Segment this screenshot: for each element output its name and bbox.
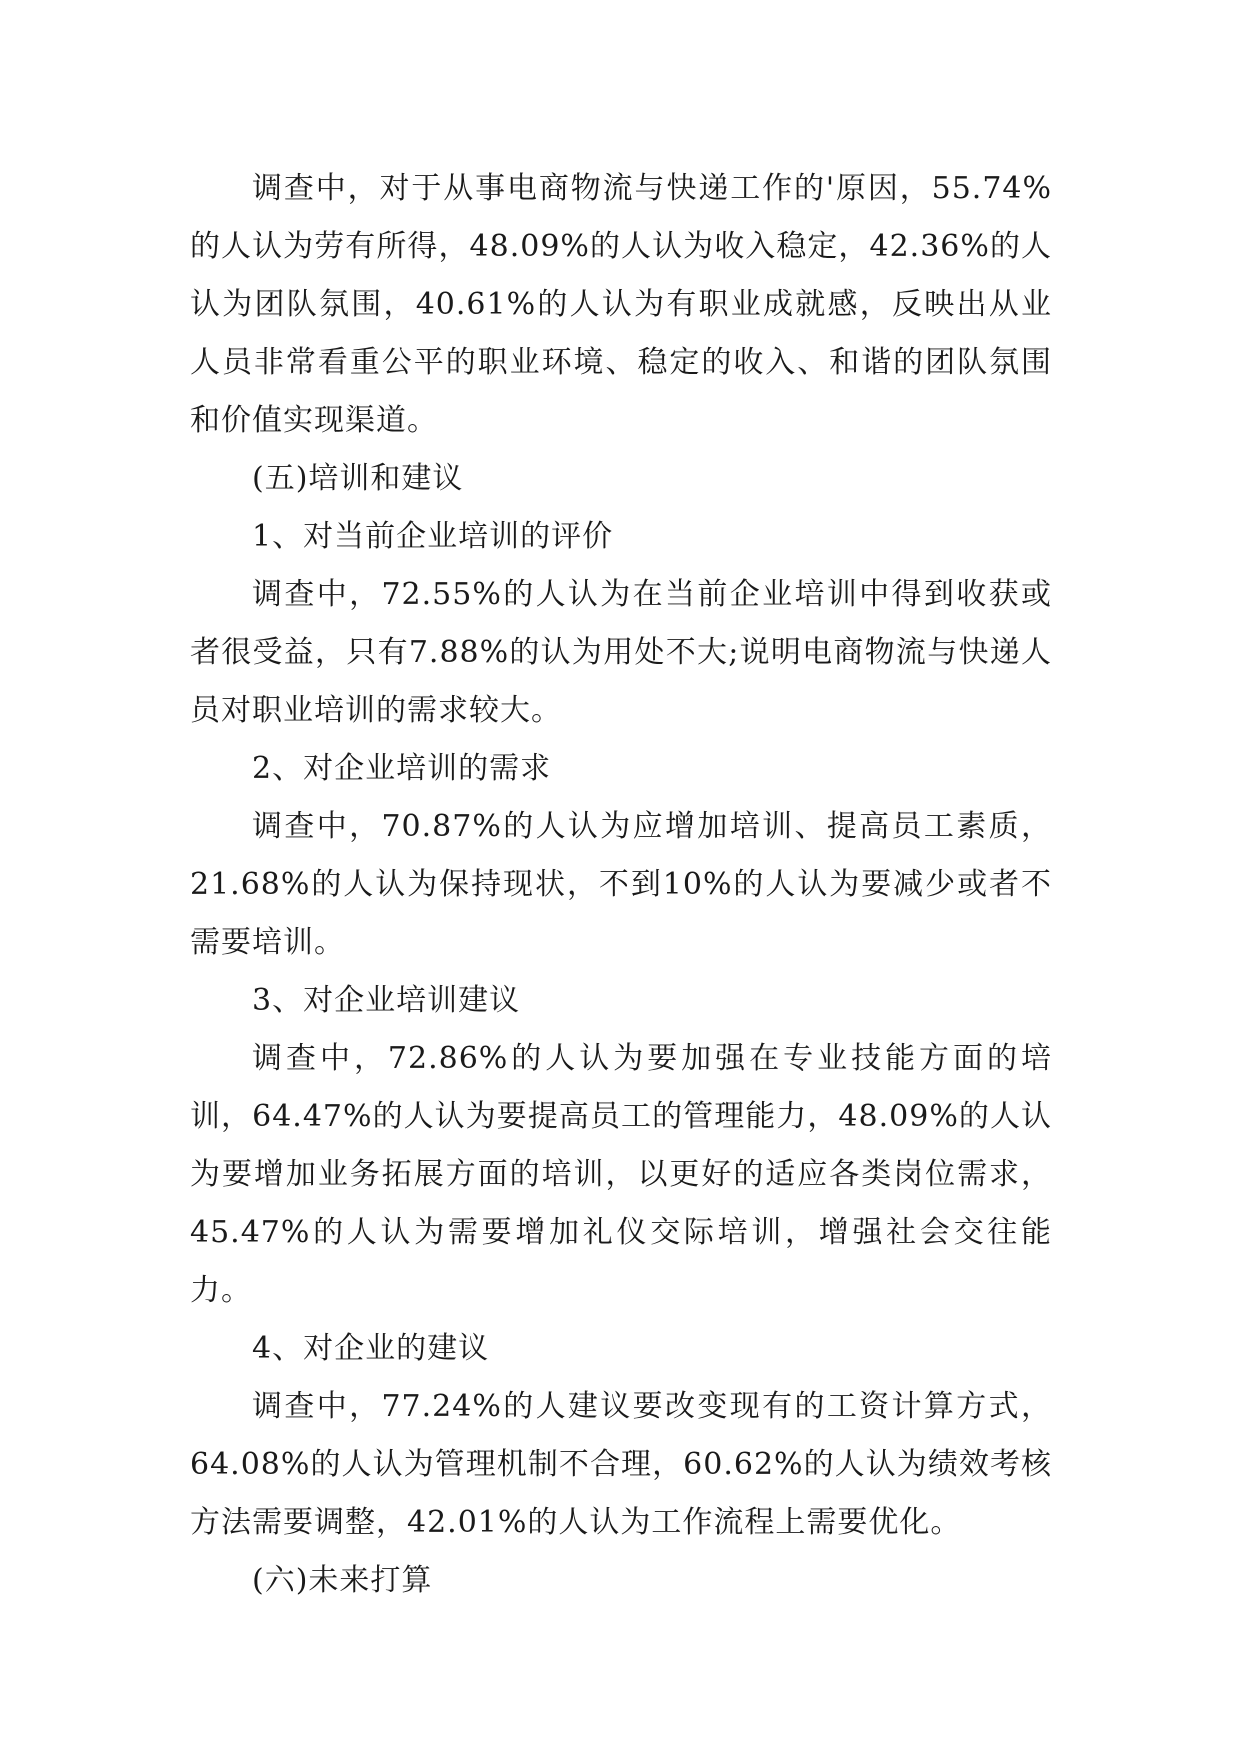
section-heading-training: (五)培训和建议 bbox=[252, 461, 464, 496]
paragraph-training-evaluation: 调查中，72.55%的人认为在当前企业培训中得到收获或者很受益，只有7.88%的认为用处不大;说明电商物流与快递人员对职业培训的需求较大。 bbox=[190, 577, 1052, 728]
paragraph-training-demand: 调查中，70.87%的人认为应增加培训、提高员工素质，21.68%的人认为保持现状，不到10%的人认为要减少或者不需要培训。 bbox=[190, 809, 1052, 960]
subheading-company-suggestions: 4、对企业的建议 bbox=[252, 1331, 490, 1366]
paragraph-training-suggestions: 调查中，72.86%的人认为要加强在专业技能方面的培训，64.47%的人认为要提高员工的管理能力，48.09%的人认为要增加业务拓展方面的培训，以更好的适应各类岗位需求，45.47%的人认为需要增加礼仪交际培训，增强社会交往能力。 bbox=[190, 1041, 1052, 1308]
section-heading-future-plans: (六)未来打算 bbox=[252, 1563, 433, 1598]
subheading-training-demand: 2、对企业培训的需求 bbox=[252, 751, 552, 786]
paragraph-reasons: 调查中，对于从事电商物流与快递工作的'原因，55.74%的人认为劳有所得，48.09%的人认为收入稳定，42.36%的人认为团队氛围，40.61%的人认为有职业成就感，反映出从业人员非常看重公平的职业环境、稳定的收入、和谐的团队氛围和价值实现渠道。 bbox=[190, 171, 1052, 438]
subheading-training-suggestions: 3、对企业培训建议 bbox=[252, 983, 521, 1018]
document-body bbox=[190, 160, 1052, 1610]
subheading-training-evaluation: 1、对当前企业培训的评价 bbox=[252, 519, 614, 554]
paragraph-company-suggestions: 调查中，77.24%的人建议要改变现有的工资计算方式，64.08%的人认为管理机制不合理，60.62%的人认为绩效考核方法需要调整，42.01%的人认为工作流程上需要优化。 bbox=[190, 1389, 1052, 1540]
